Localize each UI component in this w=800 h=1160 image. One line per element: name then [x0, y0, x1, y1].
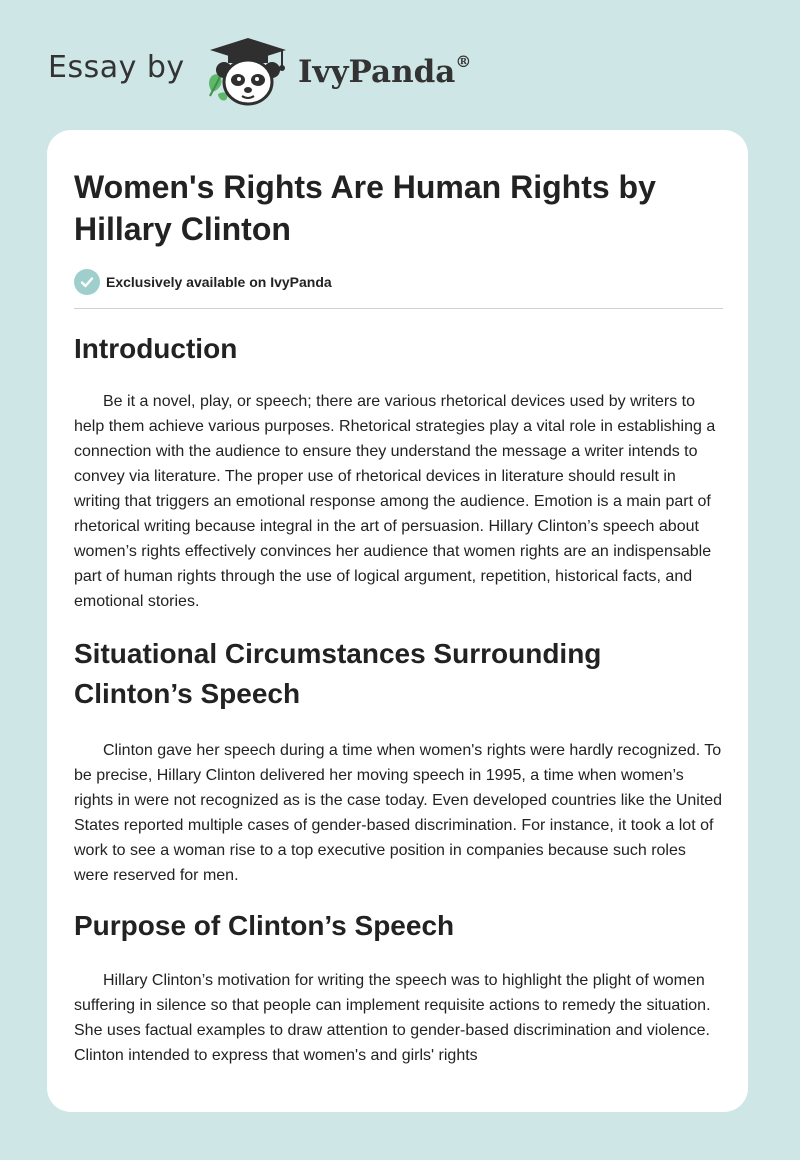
panda-graduate-logo-icon: [200, 36, 296, 108]
section-introduction: [74, 329, 723, 614]
brand-prefix: Essay by: [48, 50, 185, 85]
check-circle-icon: [74, 269, 100, 295]
essay-title: Women's Rights Are Human Rights by Hillary Clinton: [74, 169, 656, 247]
exclusive-badge: [74, 268, 723, 296]
exclusive-label: Exclusively available on IvyPanda: [106, 274, 332, 290]
brand-header[interactable]: [48, 36, 508, 108]
section-paragraph: Be it a novel, play, or speech; there are various rhetorical devices used by writers to help them achieve various purposes. Rhetorical strategies play a vital role in establishing a connection with the audience to ensure they understand the message a writer intends to convey via literature. The proper use of rhetorical devices in literature should result in writing that triggers an emotional response among the audience. Emotion is a main part of rhetorical writing because integral in the art of persuasion. Hillary Clinton’s speech about women’s rights effectively convinces her audience that women rights are an indispensable part of human rights through the use of logical argument, repetition, historical facts, and emotional stories.: [74, 393, 716, 610]
section-paragraph: Clinton gave her speech during a time when women's rights were hardly recognized. To be precise, Hillary Clinton delivered her moving speech in 1995, a time when women’s rights in were not recognized as is the case today. Even developed countries like the United States reported multiple cases of gender-based discrimination. For instance, it took a lot of work to see a woman rise to a top executive position in companies because such roles were reserved for men.: [74, 742, 723, 884]
brand-name-text: IvyPanda: [298, 54, 456, 90]
section-situational-circumstances: [74, 634, 723, 888]
essay-content: [74, 166, 723, 1068]
title-divider: [74, 308, 723, 309]
essay-card: [47, 130, 748, 1112]
section-heading: Situational Circumstances Surrounding Clinton’s Speech: [74, 638, 602, 709]
brand-registered-mark: ®: [455, 52, 472, 71]
section-heading: Purpose of Clinton’s Speech: [74, 910, 455, 941]
brand-name: [298, 54, 471, 90]
section-purpose: [74, 906, 723, 1068]
section-heading: Introduction: [74, 333, 238, 364]
section-paragraph: Hillary Clinton’s motivation for writing the speech was to highlight the plight of women suffering in silence so that people can implement requisite actions to remedy the situation. She uses factual examples to draw attention to gender-based discrimination and violence. Clinton intended to express that women's and girls' rights: [74, 972, 711, 1064]
